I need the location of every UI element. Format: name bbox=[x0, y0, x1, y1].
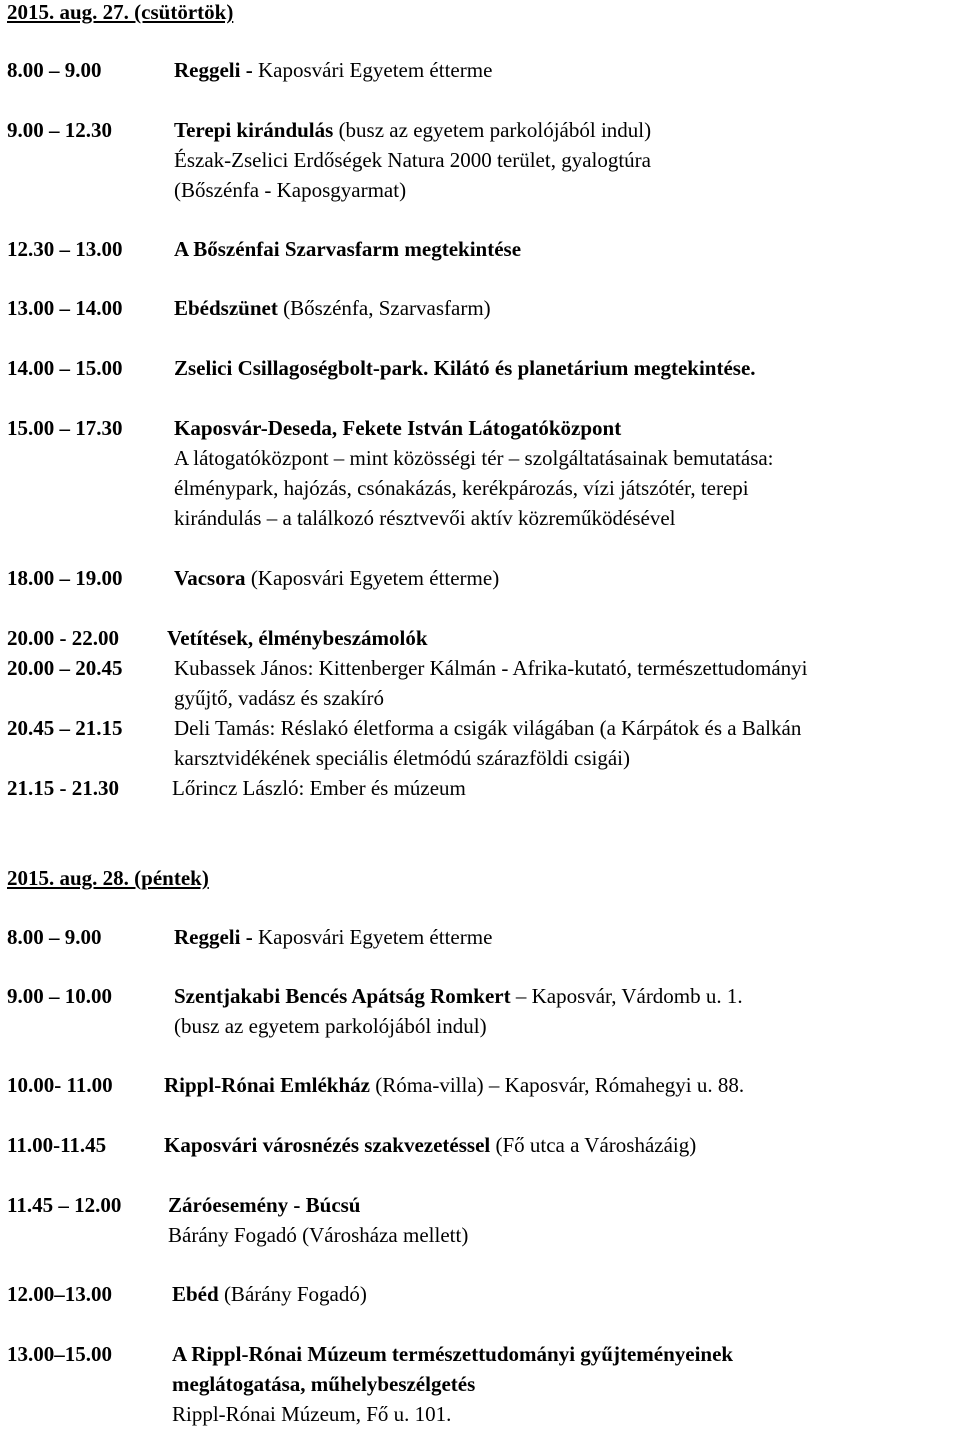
schedule-time: 12.30 – 13.00 bbox=[7, 237, 123, 261]
schedule-event-detail: (Fő utca a Városházáig) bbox=[490, 1133, 697, 1157]
schedule-event-title: Ebéd bbox=[172, 1282, 219, 1306]
schedule-event-detail: (Bőszénfa - Kaposgyarmat) bbox=[174, 178, 407, 202]
schedule-time: 11.45 – 12.00 bbox=[7, 1193, 122, 1217]
schedule-event-detail: élménypark, hajózás, csónakázás, kerékpározás, vízi játszótér, terepi bbox=[174, 476, 749, 500]
schedule-description-line bbox=[172, 1402, 451, 1426]
schedule-time: 9.00 – 10.00 bbox=[7, 984, 112, 1008]
schedule-description-line bbox=[174, 686, 384, 710]
schedule-event-detail: (Róma-villa) – Kaposvár, Rómahegyi u. 88. bbox=[369, 1073, 745, 1097]
schedule-time: 13.00 – 14.00 bbox=[7, 296, 123, 320]
schedule-event-detail: – Kaposvár, Várdomb u. 1. bbox=[510, 984, 743, 1008]
schedule-event-title: Reggeli - bbox=[174, 58, 253, 82]
schedule-event-title: A Rippl-Rónai Múzeum természettudományi gyűjteményeinek bbox=[172, 1342, 734, 1366]
schedule-event-detail: A látogatóközpont – mint közösségi tér – szolgáltatásainak bemutatása: bbox=[174, 446, 774, 470]
schedule-description-line bbox=[174, 984, 743, 1008]
schedule-time: 21.15 - 21.30 bbox=[7, 776, 119, 800]
schedule-description-line bbox=[174, 656, 808, 680]
schedule-event-title: Vetítések, élménybeszámolók bbox=[167, 626, 428, 650]
schedule-time: 15.00 – 17.30 bbox=[7, 416, 123, 440]
schedule-description-line bbox=[164, 1133, 696, 1157]
schedule-description-line bbox=[168, 1223, 468, 1247]
schedule-event-detail: (busz az egyetem parkolójából indul) bbox=[174, 1014, 487, 1038]
schedule-event-title: A Bőszénfai Szarvasfarm megtekintése bbox=[174, 237, 522, 261]
schedule-event-detail: Kaposvári Egyetem étterme bbox=[252, 925, 493, 949]
schedule-time: 20.00 - 22.00 bbox=[7, 626, 119, 650]
schedule-event-detail: kirándulás – a találkozó résztvevői aktív közreműködésével bbox=[174, 506, 676, 530]
schedule-time: 10.00- 11.00 bbox=[7, 1073, 113, 1097]
schedule-event-detail: (Bőszénfa, Szarvasfarm) bbox=[277, 296, 491, 320]
schedule-time: 13.00–15.00 bbox=[7, 1342, 112, 1366]
schedule-description-line bbox=[167, 626, 428, 650]
schedule-event-detail: Deli Tamás: Réslakó életforma a csigák világában (a Kárpátok és a Balkán bbox=[174, 716, 802, 740]
schedule-time: 9.00 – 12.30 bbox=[7, 118, 112, 142]
schedule-description-line bbox=[174, 237, 521, 261]
schedule-description-line bbox=[174, 716, 801, 740]
schedule-description-line bbox=[174, 296, 491, 320]
schedule-time: 8.00 – 9.00 bbox=[7, 58, 102, 82]
schedule-event-detail: Bárány Fogadó (Városháza mellett) bbox=[168, 1223, 469, 1247]
schedule-description-line bbox=[174, 746, 630, 770]
schedule-description-line bbox=[174, 118, 651, 142]
schedule-event-detail: Kubassek János: Kittenberger Kálmán - Afrika-kutató, természettudományi bbox=[174, 656, 808, 680]
schedule-event-detail: (busz az egyetem parkolójából indul) bbox=[333, 118, 652, 142]
schedule-description-line bbox=[172, 1342, 733, 1366]
schedule-event-detail: Rippl-Rónai Múzeum, Fő u. 101. bbox=[172, 1402, 452, 1426]
schedule-description-line bbox=[174, 416, 621, 440]
schedule-time: 20.00 – 20.45 bbox=[7, 656, 123, 680]
schedule-event-title: Kaposvár-Deseda, Fekete István Látogatóközpont bbox=[174, 416, 622, 440]
schedule-description-line bbox=[174, 476, 749, 500]
schedule-event-title: Záróesemény - Búcsú bbox=[168, 1193, 361, 1217]
schedule-event-title: Terepi kirándulás bbox=[174, 118, 334, 142]
schedule-description-line bbox=[172, 776, 466, 800]
day2-header: 2015. aug. 28. (péntek) bbox=[7, 866, 209, 890]
schedule-time: 11.00-11.45 bbox=[7, 1133, 107, 1157]
schedule-description-line bbox=[164, 1073, 744, 1097]
schedule-time: 14.00 – 15.00 bbox=[7, 356, 123, 380]
schedule-event-title: meglátogatása, műhelybeszélgetés bbox=[172, 1372, 476, 1396]
schedule-event-detail: Észak-Zselici Erdőségek Natura 2000 terület, gyalogtúra bbox=[174, 148, 651, 172]
schedule-event-title: Vacsora bbox=[174, 566, 246, 590]
schedule-time: 12.00–13.00 bbox=[7, 1282, 112, 1306]
schedule-description-line bbox=[174, 356, 756, 380]
schedule-description-line bbox=[174, 148, 651, 172]
schedule-event-title: Reggeli - bbox=[174, 925, 253, 949]
schedule-time: 8.00 – 9.00 bbox=[7, 925, 102, 949]
day1-header: 2015. aug. 27. (csütörtök) bbox=[7, 0, 234, 24]
schedule-event-detail: (Kaposvári Egyetem étterme) bbox=[245, 566, 500, 590]
schedule-event-title: Kaposvári városnézés szakvezetéssel bbox=[164, 1133, 491, 1157]
schedule-event-detail: karsztvidékének speciális életmódú szárazföldi csigái) bbox=[174, 746, 630, 770]
schedule-description-line bbox=[174, 446, 774, 470]
schedule-description-line bbox=[174, 1014, 487, 1038]
schedule-time: 20.45 – 21.15 bbox=[7, 716, 123, 740]
schedule-description-line bbox=[172, 1372, 475, 1396]
schedule-description-line bbox=[174, 925, 492, 949]
schedule-event-title: Zselici Csillagoségbolt-park. Kilátó és planetárium megtekintése. bbox=[174, 356, 756, 380]
schedule-event-detail: Kaposvári Egyetem étterme bbox=[252, 58, 493, 82]
schedule-description-line bbox=[172, 1282, 367, 1306]
schedule-event-title: Szentjakabi Bencés Apátság Romkert bbox=[174, 984, 511, 1008]
schedule-event-detail: Lőrincz László: Ember és múzeum bbox=[172, 776, 466, 800]
schedule-description-line bbox=[174, 506, 676, 530]
schedule-description-line bbox=[168, 1193, 361, 1217]
schedule-time: 18.00 – 19.00 bbox=[7, 566, 123, 590]
schedule-event-title: Rippl-Rónai Emlékház bbox=[164, 1073, 370, 1097]
schedule-event-detail: (Bárány Fogadó) bbox=[218, 1282, 367, 1306]
schedule-description-line bbox=[174, 58, 492, 82]
schedule-description-line bbox=[174, 566, 499, 590]
schedule-event-title: Ebédszünet bbox=[174, 296, 278, 320]
schedule-description-line bbox=[174, 178, 406, 202]
schedule-event-detail: gyűjtő, vadász és szakíró bbox=[174, 686, 384, 710]
